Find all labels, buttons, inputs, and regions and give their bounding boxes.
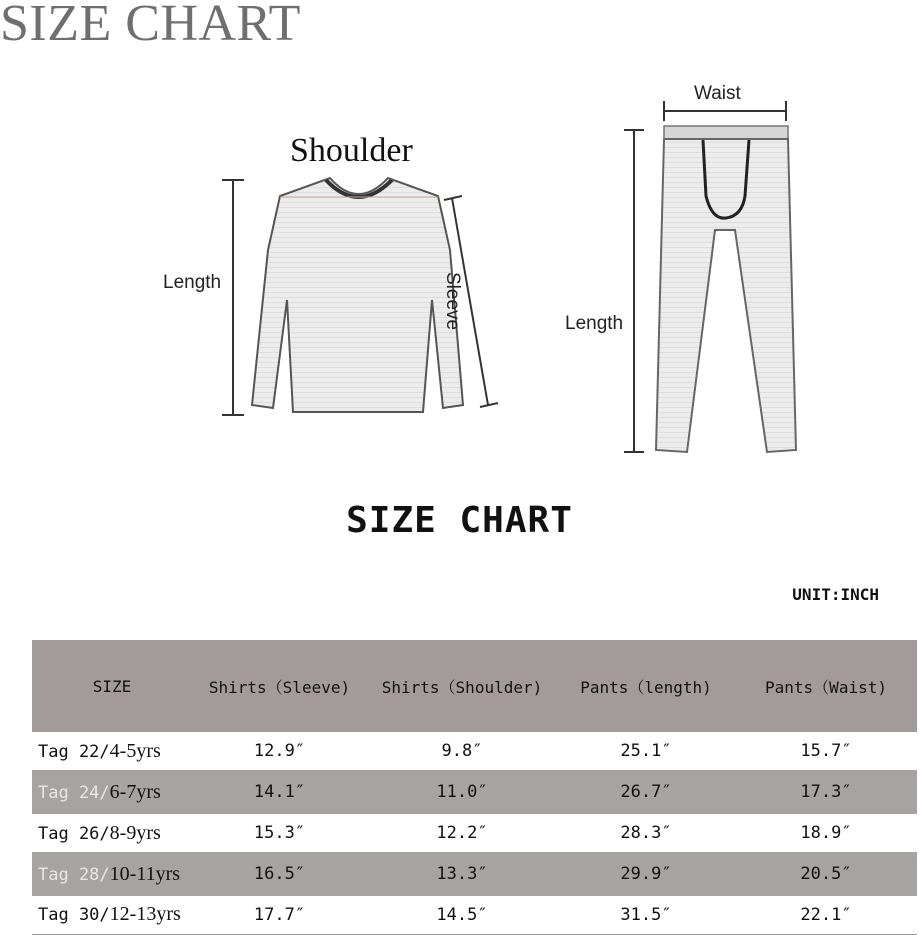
age-text: 4-5yrs <box>109 739 161 762</box>
page-title: SIZE CHART <box>0 0 301 52</box>
shoulder-cell: 12.2″ <box>436 823 488 843</box>
sleeve-cell: 12.9″ <box>253 741 306 761</box>
column-header-size: SIZE <box>92 676 132 696</box>
shirt-length-label: Length <box>163 272 222 293</box>
length-cell: 31.5″ <box>620 904 672 925</box>
size-table <box>32 640 917 935</box>
sleeve-cell: 16.5″ <box>253 864 306 884</box>
table-row <box>32 852 917 896</box>
size-chart-heading: SIZE CHART <box>346 500 573 541</box>
pants-length-dimension <box>624 130 644 452</box>
shirt-icon <box>252 178 463 412</box>
column-header-pants-length: Pants（length) <box>580 677 712 697</box>
length-cell: 25.1″ <box>620 741 672 761</box>
shoulder-cell: 11.0″ <box>436 782 488 802</box>
waist-label: Waist <box>694 83 741 104</box>
waist-cell: 20.5″ <box>800 864 852 884</box>
shoulder-cell: 9.8″ <box>441 741 483 761</box>
age-text: 10-11yrs <box>109 862 181 885</box>
size-cell <box>32 814 192 852</box>
sleeve-cell: 14.1″ <box>253 782 306 802</box>
length-cell: 28.3″ <box>620 823 672 843</box>
waist-cell: 22.1″ <box>800 904 852 925</box>
size-cell <box>32 852 192 896</box>
table-row <box>32 732 917 770</box>
tag-text: Tag 28/ <box>38 864 110 885</box>
age-text: 8-9yrs <box>109 821 161 844</box>
size-cell <box>32 732 192 770</box>
waist-cell: 18.9″ <box>800 823 852 843</box>
age-text: 12-13yrs <box>109 903 181 926</box>
shoulder-cell: 14.5″ <box>436 904 488 925</box>
table-row <box>32 814 917 852</box>
size-cell <box>32 770 192 814</box>
shoulder-label: Shoulder <box>290 132 413 169</box>
length-cell: 29.9″ <box>620 864 672 884</box>
unit-label: UNIT:INCH <box>792 585 879 604</box>
sleeve-cell: 15.3″ <box>253 823 306 843</box>
column-header-shirt-sleeve: Shirts（Sleeve) <box>208 677 351 697</box>
shoulder-cell: 13.3″ <box>436 864 488 884</box>
sleeve-cell: 17.7″ <box>253 904 306 925</box>
waist-cell: 17.3″ <box>800 782 852 802</box>
tag-text: Tag 30/ <box>38 905 110 926</box>
table-row <box>32 770 917 814</box>
tag-text: Tag 26/ <box>38 823 110 844</box>
size-cell <box>32 896 192 934</box>
length-cell: 26.7″ <box>620 782 672 802</box>
pants-length-label: Length <box>565 313 624 334</box>
tag-text: Tag 22/ <box>38 741 110 762</box>
pants-icon <box>656 126 796 452</box>
tag-text: Tag 24/ <box>38 782 110 803</box>
age-text: 6-7yrs <box>109 780 161 803</box>
column-header-shirt-shoulder: Shirts（Shoulder) <box>381 677 543 697</box>
shirt-length-dimension <box>222 180 244 415</box>
column-header-pants-waist: Pants（Waist) <box>765 677 887 697</box>
waist-cell: 15.7″ <box>800 741 852 761</box>
table-row <box>32 896 917 934</box>
table-header-row <box>32 640 917 732</box>
sleeve-label: Sleeve <box>442 272 463 331</box>
